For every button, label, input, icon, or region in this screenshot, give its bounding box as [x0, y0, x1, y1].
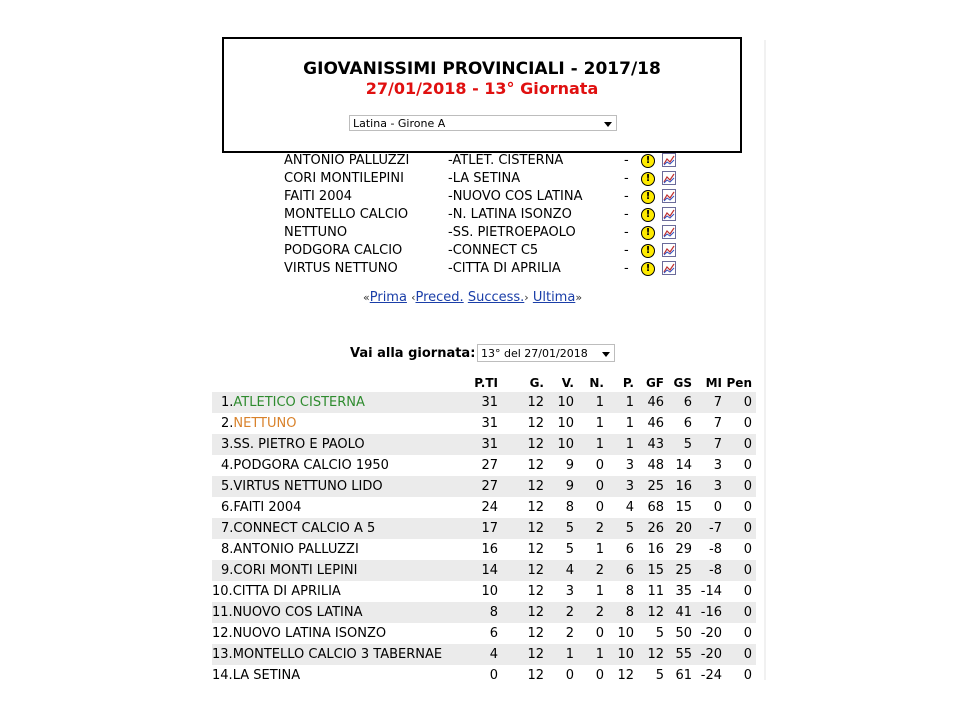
cell-p: 1 — [625, 437, 634, 452]
col-gs: GS — [673, 376, 692, 390]
match-row — [284, 153, 684, 171]
page-title: GIOVANISSIMI PROVINCIALI - 2017/18 — [303, 59, 661, 79]
cell-pti: 31 — [481, 395, 498, 410]
team-cell — [212, 458, 425, 473]
first-link[interactable]: Prima — [369, 290, 407, 305]
cell-v: 1 — [565, 647, 574, 662]
cell-p: 5 — [625, 521, 634, 536]
giornata-select-value: 13° del 27/01/2018 — [481, 347, 588, 360]
cell-p: 3 — [625, 479, 634, 494]
cell-gf: 26 — [647, 521, 664, 536]
next-link[interactable]: Success. — [467, 290, 525, 305]
cell-p: 10 — [617, 647, 634, 662]
cell-pen: 0 — [743, 521, 752, 536]
cell-gf: 15 — [647, 563, 664, 578]
match-home-team: FAITI 2004 — [284, 189, 353, 204]
team-position: 14. — [212, 668, 233, 683]
cell-gs: 29 — [675, 542, 692, 557]
team-cell — [212, 542, 425, 557]
cell-gf: 12 — [647, 605, 664, 620]
cell-mi: -8 — [709, 563, 722, 578]
chart-icon[interactable] — [662, 153, 676, 167]
cell-p: 8 — [625, 605, 634, 620]
team-name[interactable]: MONTELLO CALCIO 3 TABERNAE — [232, 647, 443, 662]
cell-mi: 3 — [713, 458, 722, 473]
cell-pti: 0 — [489, 668, 498, 683]
cell-p: 3 — [625, 458, 634, 473]
cell-v: 10 — [557, 437, 574, 452]
match-score: - — [624, 171, 629, 186]
team-cell — [212, 479, 425, 494]
cell-pen: 0 — [743, 605, 752, 620]
cell-mi: -16 — [700, 605, 722, 620]
team-cell — [212, 563, 425, 578]
match-away-team: -NUOVO COS LATINA — [448, 189, 583, 204]
cell-mi: 7 — [713, 437, 722, 452]
match-score: - — [624, 243, 629, 258]
cell-n: 2 — [595, 563, 604, 578]
team-cell — [212, 521, 425, 536]
match-score: - — [624, 153, 629, 168]
chevron-down-icon — [604, 122, 612, 127]
cell-pen: 0 — [743, 437, 752, 452]
page-subtitle: 27/01/2018 - 13° Giornata — [365, 79, 599, 98]
cell-n: 0 — [595, 500, 604, 515]
cell-g: 12 — [527, 668, 544, 683]
cell-mi: -24 — [700, 668, 722, 683]
cell-mi: 7 — [713, 395, 722, 410]
cell-p: 6 — [625, 542, 634, 557]
cell-gs: 41 — [675, 605, 692, 620]
match-row — [284, 243, 684, 261]
match-score: - — [624, 207, 629, 222]
cell-gf: 46 — [647, 395, 664, 410]
team-cell — [212, 584, 416, 599]
cell-gf: 68 — [647, 500, 664, 515]
team-position: 6. — [221, 500, 234, 515]
warning-icon[interactable]: ! — [641, 208, 655, 222]
cell-pen: 0 — [743, 458, 752, 473]
warning-icon[interactable]: ! — [641, 172, 655, 186]
team-position: 9. — [221, 563, 234, 578]
table-row — [212, 665, 756, 686]
cell-mi: 7 — [713, 416, 722, 431]
cell-pen: 0 — [743, 647, 752, 662]
cell-v: 5 — [565, 521, 574, 536]
match-home-team: CORI MONTILEPINI — [284, 171, 404, 186]
last-link[interactable]: Ultima — [532, 290, 576, 305]
cell-gs: 35 — [675, 584, 692, 599]
cell-mi: 3 — [713, 479, 722, 494]
table-row — [212, 539, 756, 560]
cell-v: 5 — [565, 542, 574, 557]
match-row — [284, 171, 684, 189]
match-home-team: NETTUNO — [284, 225, 348, 240]
col-mi: MI — [705, 376, 722, 390]
warning-icon[interactable]: ! — [641, 226, 655, 240]
match-home-team: PODGORA CALCIO — [284, 243, 403, 258]
team-name[interactable]: VIRTUS NETTUNO LIDO — [233, 479, 383, 494]
cell-v: 3 — [565, 584, 574, 599]
cell-n: 1 — [595, 395, 604, 410]
cell-pen: 0 — [743, 416, 752, 431]
cell-n: 1 — [595, 437, 604, 452]
table-row — [212, 602, 756, 623]
standings-rows — [212, 392, 756, 686]
team-position: 7. — [221, 521, 234, 536]
cell-n: 1 — [595, 584, 604, 599]
cell-v: 10 — [557, 416, 574, 431]
cell-p: 4 — [625, 500, 634, 515]
col-gf: GF — [645, 376, 664, 390]
cell-g: 12 — [527, 584, 544, 599]
cell-gs: 14 — [675, 458, 692, 473]
team-name[interactable]: FAITI 2004 — [233, 500, 302, 515]
col-pti: P.TI — [474, 376, 498, 390]
cell-gs: 6 — [683, 395, 692, 410]
page-edge — [764, 40, 766, 680]
col-pen: Pen — [726, 376, 752, 390]
team-position: 1. — [221, 395, 234, 410]
prev-link[interactable]: Preced. — [415, 290, 464, 305]
match-away-team: -N. LATINA ISONZO — [448, 207, 572, 222]
cell-pen: 0 — [743, 395, 752, 410]
cell-g: 12 — [527, 458, 544, 473]
table-row — [212, 644, 756, 665]
cell-n: 0 — [595, 668, 604, 683]
table-row — [212, 434, 756, 455]
cell-gf: 5 — [655, 626, 664, 641]
team-position: 4. — [221, 458, 234, 473]
cell-g: 12 — [527, 647, 544, 662]
cell-gs: 50 — [675, 626, 692, 641]
table-row — [212, 560, 756, 581]
round-navigation — [363, 290, 582, 305]
cell-mi: -14 — [700, 584, 722, 599]
table-row — [212, 476, 756, 497]
cell-n: 2 — [595, 605, 604, 620]
match-score: - — [624, 261, 629, 276]
team-cell — [212, 626, 416, 641]
col-v: V. — [561, 376, 574, 390]
giornata-select[interactable] — [477, 344, 615, 362]
team-position: 5. — [221, 479, 234, 494]
table-row — [212, 497, 756, 518]
match-row — [284, 189, 684, 207]
cell-mi: -8 — [709, 542, 722, 557]
cell-g: 12 — [527, 521, 544, 536]
cell-g: 12 — [527, 542, 544, 557]
team-position: 8. — [221, 542, 234, 557]
cell-g: 12 — [527, 479, 544, 494]
cell-pti: 4 — [489, 647, 498, 662]
cell-pen: 0 — [743, 500, 752, 515]
team-position: 12. — [212, 626, 233, 641]
cell-gs: 25 — [675, 563, 692, 578]
team-cell — [212, 668, 416, 683]
cell-pen: 0 — [743, 479, 752, 494]
cell-g: 12 — [527, 437, 544, 452]
cell-gs: 15 — [675, 500, 692, 515]
match-row — [284, 225, 684, 243]
cell-gs: 16 — [675, 479, 692, 494]
team-position: 3. — [221, 437, 234, 452]
cell-gs: 5 — [683, 437, 692, 452]
cell-pen: 0 — [743, 563, 752, 578]
cell-gf: 48 — [647, 458, 664, 473]
team-name[interactable]: CORI MONTI LEPINI — [233, 563, 358, 578]
table-row — [212, 455, 756, 476]
col-g: G. — [529, 376, 544, 390]
team-name[interactable]: ATLETICO CISTERNA — [233, 395, 365, 410]
team-cell — [212, 500, 425, 515]
chevron-down-icon — [602, 352, 610, 357]
cell-mi: -7 — [709, 521, 722, 536]
cell-g: 12 — [527, 563, 544, 578]
warning-icon[interactable]: ! — [641, 244, 655, 258]
cell-n: 0 — [595, 626, 604, 641]
cell-mi: -20 — [700, 647, 722, 662]
cell-pti: 16 — [481, 542, 498, 557]
cell-v: 2 — [565, 605, 574, 620]
match-away-team: -CITTA DI APRILIA — [448, 261, 561, 276]
chart-icon[interactable] — [662, 189, 676, 203]
team-cell — [212, 437, 425, 452]
team-name[interactable]: CITTA DI APRILIA — [232, 584, 341, 599]
header-box — [222, 37, 742, 153]
cell-pen: 0 — [743, 542, 752, 557]
cell-gf: 5 — [655, 668, 664, 683]
table-row — [212, 392, 756, 413]
standings-header — [212, 372, 756, 392]
cell-v: 8 — [565, 500, 574, 515]
team-name[interactable]: PODGORA CALCIO 1950 — [233, 458, 389, 473]
team-name[interactable]: SS. PIETRO E PAOLO — [233, 437, 365, 452]
table-row — [212, 623, 756, 644]
team-cell — [212, 395, 425, 410]
match-away-team: -SS. PIETROEPAOLO — [448, 225, 576, 240]
cell-g: 12 — [527, 395, 544, 410]
cell-g: 12 — [527, 500, 544, 515]
cell-n: 0 — [595, 479, 604, 494]
team-name[interactable]: NUOVO LATINA ISONZO — [232, 626, 387, 641]
table-row — [212, 413, 756, 434]
team-cell — [212, 416, 425, 431]
cell-gf: 12 — [647, 647, 664, 662]
cell-mi: 0 — [713, 500, 722, 515]
cell-gf: 16 — [647, 542, 664, 557]
cell-p: 8 — [625, 584, 634, 599]
cell-pti: 8 — [489, 605, 498, 620]
team-name[interactable]: CONNECT CALCIO A 5 — [233, 521, 376, 536]
team-cell — [212, 647, 443, 662]
cell-g: 12 — [527, 626, 544, 641]
first-page-icon: « — [363, 291, 370, 304]
cell-pti: 27 — [481, 479, 498, 494]
cell-pti: 31 — [481, 416, 498, 431]
match-row — [284, 261, 684, 279]
match-score: - — [624, 225, 629, 240]
table-row — [212, 518, 756, 539]
cell-gf: 25 — [647, 479, 664, 494]
team-position: 2. — [221, 416, 234, 431]
match-away-team: -CONNECT C5 — [448, 243, 539, 258]
chart-icon[interactable] — [662, 243, 676, 257]
cell-pen: 0 — [743, 626, 752, 641]
cell-n: 0 — [595, 458, 604, 473]
cell-pti: 24 — [481, 500, 498, 515]
cell-p: 12 — [617, 668, 634, 683]
cell-v: 4 — [565, 563, 574, 578]
next-page-icon: › — [524, 291, 529, 304]
cell-pti: 31 — [481, 437, 498, 452]
chart-icon[interactable] — [662, 261, 676, 275]
standings-table — [212, 372, 756, 686]
team-name[interactable]: NETTUNO — [233, 416, 297, 431]
match-row — [284, 207, 684, 225]
girone-select[interactable] — [349, 115, 617, 131]
cell-gf: 43 — [647, 437, 664, 452]
cell-gf: 46 — [647, 416, 664, 431]
match-home-team: MONTELLO CALCIO — [284, 207, 409, 222]
cell-v: 10 — [557, 395, 574, 410]
cell-gs: 55 — [675, 647, 692, 662]
cell-v: 0 — [565, 668, 574, 683]
cell-p: 1 — [625, 395, 634, 410]
cell-g: 12 — [527, 605, 544, 620]
cell-mi: -20 — [700, 626, 722, 641]
col-p: P. — [622, 376, 634, 390]
warning-icon[interactable]: ! — [641, 262, 655, 276]
cell-gf: 11 — [647, 584, 664, 599]
cell-pti: 6 — [489, 626, 498, 641]
cell-pti: 14 — [481, 563, 498, 578]
match-home-team: ANTONIO PALLUZZI — [284, 153, 410, 168]
team-name[interactable]: LA SETINA — [232, 668, 301, 683]
cell-gs: 61 — [675, 668, 692, 683]
cell-gs: 20 — [675, 521, 692, 536]
match-score: - — [624, 189, 629, 204]
team-cell — [212, 605, 416, 620]
cell-n: 1 — [595, 542, 604, 557]
girone-select-value: Latina - Girone A — [353, 117, 446, 130]
cell-pti: 10 — [481, 584, 498, 599]
team-name[interactable]: ANTONIO PALLUZZI — [233, 542, 359, 557]
team-name[interactable]: NUOVO COS LATINA — [232, 605, 363, 620]
team-position: 13. — [212, 647, 233, 662]
table-row — [212, 581, 756, 602]
team-position: 10. — [212, 584, 233, 599]
cell-p: 1 — [625, 416, 634, 431]
warning-icon[interactable]: ! — [641, 190, 655, 204]
cell-pti: 17 — [481, 521, 498, 536]
col-n: N. — [589, 376, 604, 390]
cell-pti: 27 — [481, 458, 498, 473]
giornata-label: Vai alla giornata: — [350, 346, 476, 361]
cell-n: 2 — [595, 521, 604, 536]
cell-v: 9 — [565, 479, 574, 494]
cell-v: 2 — [565, 626, 574, 641]
chart-icon[interactable] — [662, 225, 676, 239]
match-away-team: -ATLET. CISTERNA — [448, 153, 564, 168]
cell-g: 12 — [527, 416, 544, 431]
cell-n: 1 — [595, 647, 604, 662]
prev-page-icon: ‹ — [411, 291, 416, 304]
cell-n: 1 — [595, 416, 604, 431]
cell-pen: 0 — [743, 668, 752, 683]
team-position: 11. — [212, 605, 233, 620]
cell-pen: 0 — [743, 584, 752, 599]
cell-v: 9 — [565, 458, 574, 473]
cell-gs: 6 — [683, 416, 692, 431]
warning-icon[interactable]: ! — [641, 154, 655, 168]
match-away-team: -LA SETINA — [448, 171, 521, 186]
match-home-team: VIRTUS NETTUNO — [284, 261, 398, 276]
cell-p: 10 — [617, 626, 634, 641]
chart-icon[interactable] — [662, 207, 676, 221]
cell-p: 6 — [625, 563, 634, 578]
chart-icon[interactable] — [662, 171, 676, 185]
last-page-icon: » — [575, 291, 583, 304]
